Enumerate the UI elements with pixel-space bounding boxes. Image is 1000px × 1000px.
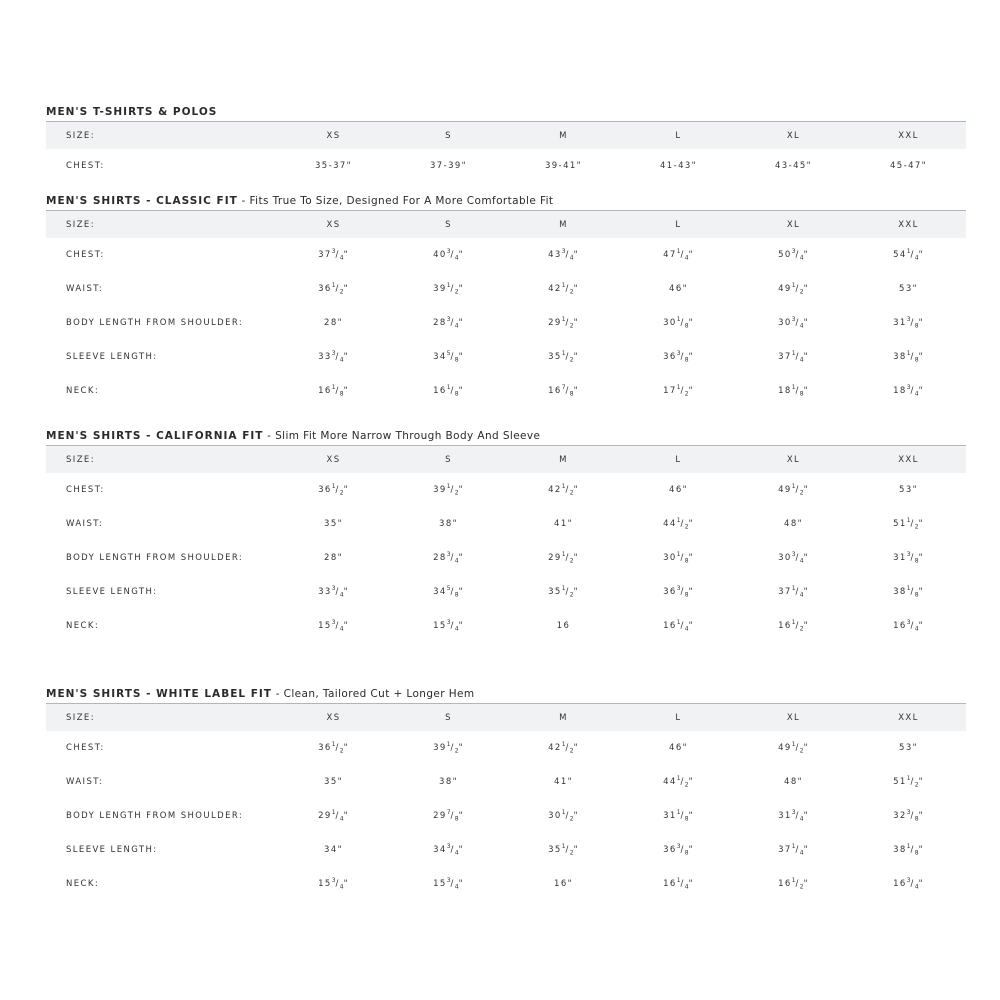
size-header-cell: S — [445, 712, 452, 723]
row-label: WAIST: — [66, 519, 104, 529]
measurement-cell: 38" — [439, 777, 458, 787]
size-header-cell: XL — [786, 454, 801, 465]
measurement-cell: 16 — [556, 621, 571, 631]
section-title — [46, 687, 966, 701]
row-label: CHEST: — [66, 250, 105, 260]
size-header-cell: XXL — [898, 454, 919, 465]
measurement-cell: 46" — [669, 485, 688, 495]
measurement-cell: $34^3/_4$" — [433, 843, 464, 857]
size-header-cell: M — [559, 712, 568, 723]
measurement-cell: 53" — [899, 743, 918, 753]
row-label: NECK: — [66, 386, 100, 396]
row-label: SIZE: — [66, 219, 95, 230]
measurement-cell: $36^3/_8$" — [663, 585, 694, 599]
table-header-row — [46, 211, 966, 238]
measurement-cell: $15^3/_4$" — [318, 877, 349, 891]
measurement-cell: $18^1/_8$" — [778, 384, 809, 398]
size-header-cell: XL — [786, 712, 801, 723]
measurement-cell: 45-47" — [889, 161, 927, 171]
measurement-cell: $16^1/_2$" — [778, 877, 809, 891]
size-table — [46, 703, 966, 901]
measurement-cell: $32^3/_8$" — [893, 809, 924, 823]
measurement-cell: $51^1/_2$" — [893, 517, 924, 531]
measurement-cell: 41" — [554, 777, 573, 787]
section-title-text: MEN'S SHIRTS - CLASSIC FIT — [46, 195, 238, 207]
measurement-cell: $15^3/_4$" — [318, 619, 349, 633]
size-header-cell: XS — [326, 219, 341, 230]
table-row — [46, 575, 966, 609]
size-header-cell: L — [675, 219, 682, 230]
size-header-cell: M — [559, 130, 568, 141]
measurement-cell: $30^3/_4$" — [778, 551, 809, 565]
section-title — [46, 105, 966, 119]
measurement-cell: $29^1/_2$" — [548, 316, 579, 330]
table-row — [46, 238, 966, 272]
measurement-cell: $28^3/_4$" — [433, 316, 464, 330]
measurement-cell: $42^1/_2$" — [548, 282, 579, 296]
measurement-cell: 37-39" — [429, 161, 467, 171]
size-table — [46, 121, 966, 183]
size-header-cell: S — [445, 454, 452, 465]
measurement-cell: $49^1/_2$" — [778, 282, 809, 296]
measurement-cell: 28" — [324, 318, 343, 328]
measurement-cell: $28^3/_4$" — [433, 551, 464, 565]
measurement-cell: 38" — [439, 519, 458, 529]
row-label: SLEEVE LENGTH: — [66, 845, 158, 855]
table-row — [46, 541, 966, 575]
measurement-cell: 35" — [324, 777, 343, 787]
measurement-cell: $39^1/_2$" — [433, 282, 464, 296]
measurement-cell: 41-43" — [659, 161, 697, 171]
measurement-cell: $16^7/_8$" — [548, 384, 579, 398]
measurement-cell: $44^1/_2$" — [663, 775, 694, 789]
measurement-cell: $50^3/_4$" — [778, 248, 809, 262]
measurement-cell: $44^1/_2$" — [663, 517, 694, 531]
row-label: CHEST: — [66, 743, 105, 753]
measurement-cell: $31^1/_8$" — [663, 809, 694, 823]
measurement-cell: $40^3/_4$" — [433, 248, 464, 262]
measurement-cell: $37^1/_4$" — [778, 843, 809, 857]
measurement-cell: 43-45" — [774, 161, 812, 171]
row-label: SLEEVE LENGTH: — [66, 352, 158, 362]
measurement-cell: $29^7/_8$" — [433, 809, 464, 823]
measurement-cell: $16^1/_8$" — [318, 384, 349, 398]
measurement-cell: 53" — [899, 485, 918, 495]
measurement-cell: $30^1/_2$" — [548, 809, 579, 823]
size-header-cell: XXL — [898, 712, 919, 723]
section-title-text: MEN'S SHIRTS - CALIFORNIA FIT — [46, 430, 264, 442]
size-header-cell: XS — [326, 454, 341, 465]
size-header-cell: M — [559, 219, 568, 230]
measurement-cell: $36^3/_8$" — [663, 843, 694, 857]
measurement-cell: $31^3/_8$" — [893, 316, 924, 330]
measurement-cell: $30^1/_8$" — [663, 316, 694, 330]
measurement-cell: 39-41" — [544, 161, 582, 171]
section-title-text: MEN'S T-SHIRTS & POLOS — [46, 106, 218, 118]
section-subtitle-text: - Fits True To Size, Designed For A More Comfortable Fit — [237, 195, 554, 207]
table-header-row — [46, 704, 966, 731]
measurement-cell: 48" — [784, 777, 803, 787]
size-table — [46, 445, 966, 643]
size-table — [46, 210, 966, 408]
measurement-cell: $54^1/_4$" — [893, 248, 924, 262]
measurement-cell: $47^1/_4$" — [663, 248, 694, 262]
measurement-cell: $39^1/_2$" — [433, 483, 464, 497]
measurement-cell: $37^1/_4$" — [778, 585, 809, 599]
measurement-cell: $15^3/_4$" — [433, 877, 464, 891]
measurement-cell: $34^5/_8$" — [433, 585, 464, 599]
measurement-cell: $16^1/_4$" — [663, 877, 694, 891]
table-row — [46, 799, 966, 833]
table-row — [46, 272, 966, 306]
measurement-cell: $49^1/_2$" — [778, 483, 809, 497]
section-classic-fit — [46, 194, 966, 408]
row-label: BODY LENGTH FROM SHOULDER: — [66, 318, 244, 328]
measurement-cell: $17^1/_2$" — [663, 384, 694, 398]
measurement-cell: $31^3/_4$" — [778, 809, 809, 823]
table-header-row — [46, 122, 966, 149]
section-title-text: MEN'S SHIRTS - WHITE LABEL FIT — [46, 688, 272, 700]
size-header-cell: XXL — [898, 130, 919, 141]
row-label: WAIST: — [66, 284, 104, 294]
size-header-cell: S — [445, 219, 452, 230]
measurement-cell: $34^5/_8$" — [433, 350, 464, 364]
measurement-cell: 34" — [324, 845, 343, 855]
row-label: BODY LENGTH FROM SHOULDER: — [66, 811, 244, 821]
measurement-cell: $36^1/_2$" — [318, 741, 349, 755]
row-label: SIZE: — [66, 712, 95, 723]
section-title — [46, 194, 966, 208]
measurement-cell: $49^1/_2$" — [778, 741, 809, 755]
measurement-cell: $16^1/_4$" — [663, 619, 694, 633]
size-header-cell: XL — [786, 219, 801, 230]
measurement-cell: $18^3/_4$" — [893, 384, 924, 398]
measurement-cell: 28" — [324, 553, 343, 563]
table-row — [46, 149, 966, 183]
measurement-cell: $38^1/_8$" — [893, 585, 924, 599]
size-header-cell: L — [675, 454, 682, 465]
size-header-cell: XS — [326, 130, 341, 141]
row-label: NECK: — [66, 621, 100, 631]
section-tshirts-polos — [46, 105, 966, 183]
size-header-cell: L — [675, 712, 682, 723]
measurement-cell: 35-37" — [314, 161, 352, 171]
measurement-cell: 41" — [554, 519, 573, 529]
measurement-cell: $30^1/_8$" — [663, 551, 694, 565]
size-header-cell: S — [445, 130, 452, 141]
measurement-cell: $35^1/_2$" — [548, 585, 579, 599]
measurement-cell: $38^1/_8$" — [893, 843, 924, 857]
table-row — [46, 340, 966, 374]
measurement-cell: $38^1/_8$" — [893, 350, 924, 364]
table-row — [46, 374, 966, 408]
measurement-cell: $37^1/_4$" — [778, 350, 809, 364]
measurement-cell: $16^3/_4$" — [893, 877, 924, 891]
measurement-cell: 53" — [899, 284, 918, 294]
size-header-cell: XL — [786, 130, 801, 141]
measurement-cell: $16^1/_2$" — [778, 619, 809, 633]
row-label: WAIST: — [66, 777, 104, 787]
table-row — [46, 609, 966, 643]
row-label: CHEST: — [66, 485, 105, 495]
section-subtitle-text: - Slim Fit More Narrow Through Body And Sleeve — [263, 430, 541, 442]
measurement-cell: $29^1/_4$" — [318, 809, 349, 823]
measurement-cell: $15^3/_4$" — [433, 619, 464, 633]
measurement-cell: 46" — [669, 743, 688, 753]
measurement-cell: $33^3/_4$" — [318, 585, 349, 599]
row-label: SIZE: — [66, 130, 95, 141]
measurement-cell: 16" — [554, 879, 573, 889]
measurement-cell: $16^1/_8$" — [433, 384, 464, 398]
table-row — [46, 731, 966, 765]
section-california-fit — [46, 429, 966, 643]
section-subtitle-text: - Clean, Tailored Cut + Longer Hem — [271, 688, 475, 700]
measurement-cell: 35" — [324, 519, 343, 529]
measurement-cell: $29^1/_2$" — [548, 551, 579, 565]
measurement-cell: $36^1/_2$" — [318, 483, 349, 497]
table-row — [46, 306, 966, 340]
measurement-cell: $42^1/_2$" — [548, 741, 579, 755]
measurement-cell: 48" — [784, 519, 803, 529]
measurement-cell: $33^3/_4$" — [318, 350, 349, 364]
size-header-cell: XS — [326, 712, 341, 723]
row-label: SLEEVE LENGTH: — [66, 587, 158, 597]
row-label: SIZE: — [66, 454, 95, 465]
measurement-cell: $42^1/_2$" — [548, 483, 579, 497]
table-header-row — [46, 446, 966, 473]
table-row — [46, 765, 966, 799]
measurement-cell: $35^1/_2$" — [548, 350, 579, 364]
measurement-cell: $39^1/_2$" — [433, 741, 464, 755]
size-header-cell: M — [559, 454, 568, 465]
measurement-cell: $51^1/_2$" — [893, 775, 924, 789]
section-white-label-fit — [46, 687, 966, 901]
table-row — [46, 507, 966, 541]
size-header-cell: L — [675, 130, 682, 141]
measurement-cell: $35^1/_2$" — [548, 843, 579, 857]
measurement-cell: $37^3/_4$" — [318, 248, 349, 262]
measurement-cell: $16^3/_4$" — [893, 619, 924, 633]
row-label: BODY LENGTH FROM SHOULDER: — [66, 553, 244, 563]
row-label: NECK: — [66, 879, 100, 889]
size-header-cell: XXL — [898, 219, 919, 230]
table-row — [46, 473, 966, 507]
measurement-cell: 46" — [669, 284, 688, 294]
table-row — [46, 833, 966, 867]
measurement-cell: $43^3/_4$" — [548, 248, 579, 262]
measurement-cell: $31^3/_8$" — [893, 551, 924, 565]
row-label: CHEST: — [66, 161, 105, 171]
section-title — [46, 429, 966, 443]
table-row — [46, 867, 966, 901]
measurement-cell: $30^3/_4$" — [778, 316, 809, 330]
measurement-cell: $36^3/_8$" — [663, 350, 694, 364]
measurement-cell: $36^1/_2$" — [318, 282, 349, 296]
